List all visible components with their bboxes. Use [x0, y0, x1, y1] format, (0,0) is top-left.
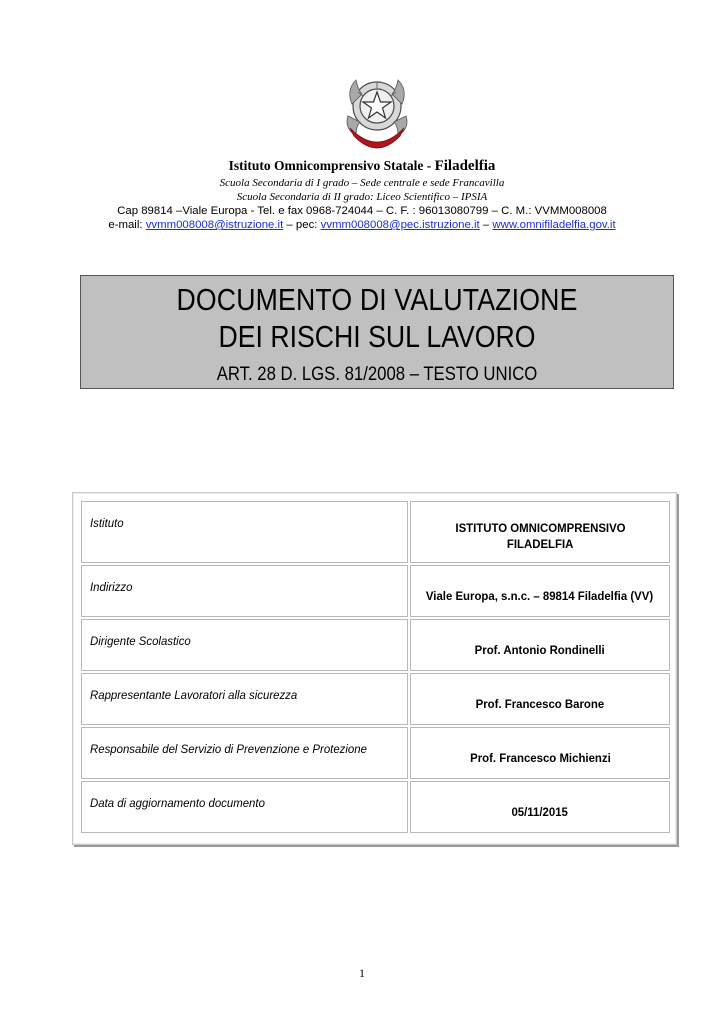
- row-value: Prof. Antonio Rondinelli: [410, 619, 670, 671]
- table-row: [81, 781, 670, 833]
- row-value: Viale Europa, s.n.c. – 89814 Filadelfia (VV): [410, 565, 670, 617]
- separator: –: [479, 219, 493, 231]
- institute-city: Filadelfia: [434, 158, 496, 174]
- pec-label: – pec:: [283, 219, 321, 231]
- info-table: [79, 499, 672, 835]
- row-label: Istituto: [81, 501, 408, 563]
- row-label: Data di aggiornamento documento: [81, 781, 408, 833]
- info-table-frame: [72, 492, 677, 845]
- website-link[interactable]: www.omnifiladelfia.gov.it: [492, 219, 616, 231]
- table-row: [81, 673, 670, 725]
- row-label: Responsabile del Servizio di Prevenzione e Protezione: [81, 727, 408, 779]
- row-value: ISTITUTO OMNICOMPRENSIVO FILADELFIA: [410, 501, 670, 563]
- row-label: Rappresentante Lavoratori alla sicurezza: [81, 673, 408, 725]
- pec-link[interactable]: vvmm008008@pec.istruzione.it: [320, 219, 480, 231]
- title-line-2: DEI RISCHI SUL LAVORO: [218, 319, 536, 354]
- row-value: 05/11/2015: [410, 781, 670, 833]
- row-value: Prof. Francesco Barone: [410, 673, 670, 725]
- row-label: Dirigente Scolastico: [81, 619, 408, 671]
- document-title-box: [80, 275, 674, 389]
- contact-line: [0, 219, 724, 231]
- table-row: [81, 727, 670, 779]
- table-row: [81, 501, 670, 563]
- subtitle-2: Scuola Secondaria di II grado: Liceo Scientifico – IPSIA: [236, 191, 488, 203]
- table-row: [81, 565, 670, 617]
- row-label: Indirizzo: [81, 565, 408, 617]
- email-label: e-mail:: [108, 219, 146, 231]
- email-link[interactable]: vvmm008008@istruzione.it: [145, 219, 284, 231]
- institute-title: [0, 158, 724, 175]
- institute-prefix: Istituto Omnicomprensivo Statale -: [228, 158, 435, 173]
- republic-emblem-icon: [338, 70, 416, 156]
- page-number: 1: [359, 966, 365, 980]
- row-value: Prof. Francesco Michienzi: [410, 727, 670, 779]
- subtitle-1: Scuola Secondaria di I grado – Sede centrale e sede Francavilla: [219, 177, 505, 189]
- title-line-3: ART. 28 D. LGS. 81/2008 – TESTO UNICO: [216, 364, 538, 385]
- table-row: [81, 619, 670, 671]
- address-line: Cap 89814 –Viale Europa - Tel. e fax 0968-724044 – C. F. : 96013080799 – C. M.: VVMM008008: [117, 205, 607, 217]
- title-line-1: DOCUMENTO DI VALUTAZIONE: [176, 282, 578, 317]
